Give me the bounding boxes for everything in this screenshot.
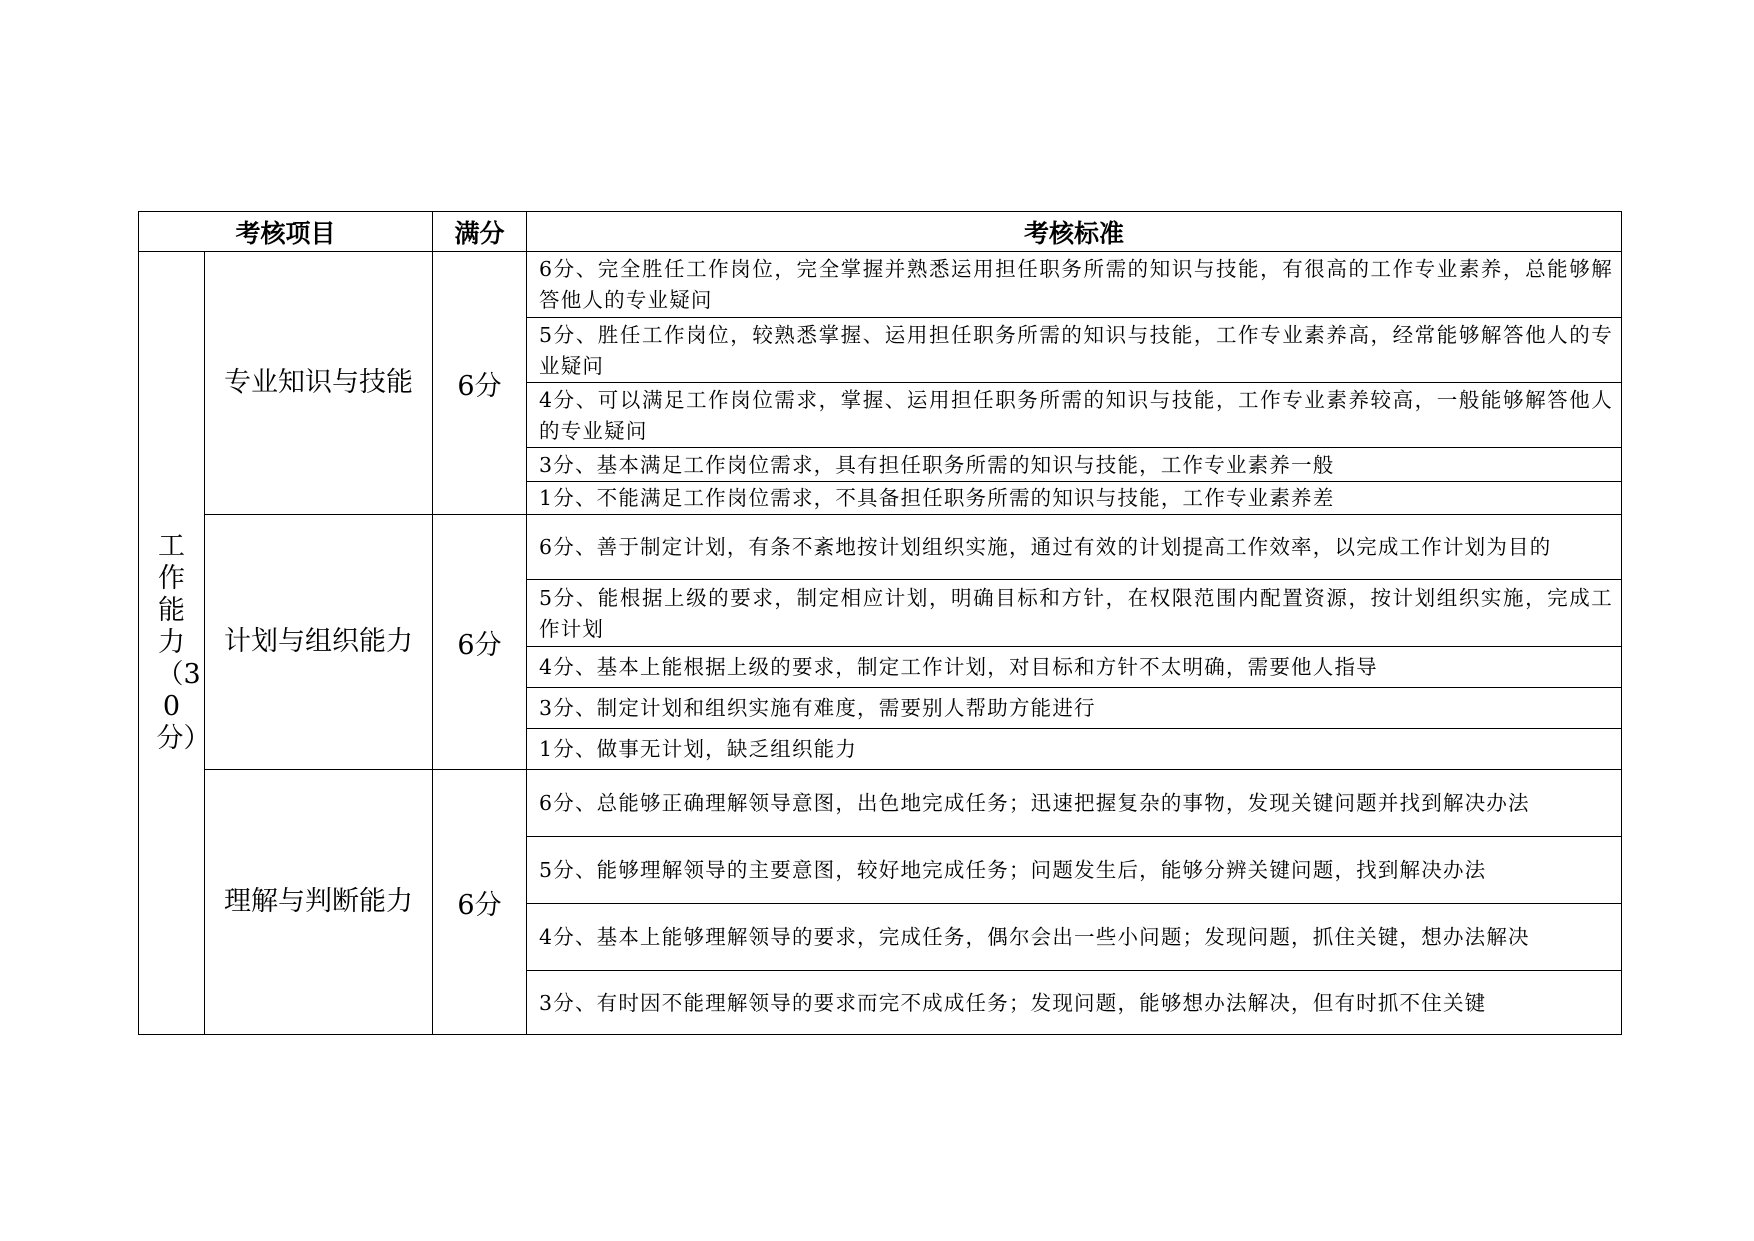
criteria-text: 4分、基本上能根据上级的要求，制定工作计划，对目标和方针不太明确，需要他人指导 <box>527 647 1622 688</box>
table-row <box>139 770 1622 837</box>
criteria-text: 3分、基本满足工作岗位需求，具有担任职务所需的知识与技能，工作专业素养一般 <box>527 448 1622 482</box>
criteria-text: 5分、能根据上级的要求，制定相应计划，明确目标和方针，在权限范围内配置资源，按计划组织实施，完成工作计划 <box>527 580 1622 647</box>
criteria-text: 6分、完全胜任工作岗位，完全掌握并熟悉运用担任职务所需的知识与技能，有很高的工作专业素养，总能够解答他人的专业疑问 <box>527 252 1622 318</box>
criteria-text: 4分、可以满足工作岗位需求，掌握、运用担任职务所需的知识与技能，工作专业素养较高，一般能够解答他人的专业疑问 <box>527 383 1622 448</box>
item-score: 6分 <box>433 515 527 770</box>
criteria-text: 6分、总能够正确理解领导意图，出色地完成任务；迅速把握复杂的事物，发现关键问题并找到解决办法 <box>527 770 1622 837</box>
item-score: 6分 <box>433 770 527 1035</box>
criteria-text: 5分、能够理解领导的主要意图，较好地完成任务；问题发生后，能够分辨关键问题，找到解决办法 <box>527 837 1622 904</box>
header-score: 满分 <box>433 212 527 252</box>
criteria-text: 5分、胜任工作岗位，较熟悉掌握、运用担任职务所需的知识与技能，工作专业素养高，经常能够解答他人的专业疑问 <box>527 318 1622 383</box>
criteria-text: 1分、做事无计划，缺乏组织能力 <box>527 729 1622 770</box>
criteria-text: 3分、有时因不能理解领导的要求而完不成成任务；发现问题，能够想办法解决，但有时抓不住关键 <box>527 971 1622 1035</box>
criteria-text: 4分、基本上能够理解领导的要求，完成任务，偶尔会出一些小问题；发现问题，抓住关键，想办法解决 <box>527 904 1622 971</box>
table-row <box>139 252 1622 318</box>
evaluation-sheet <box>138 211 1621 1035</box>
criteria-text: 6分、善于制定计划，有条不紊地按计划组织实施，通过有效的计划提高工作效率，以完成工作计划为目的 <box>527 515 1622 580</box>
criteria-text: 3分、制定计划和组织实施有难度，需要别人帮助方能进行 <box>527 688 1622 729</box>
header-criteria: 考核标准 <box>527 212 1622 252</box>
evaluation-table <box>138 211 1622 1035</box>
category-cell <box>139 252 211 1035</box>
header-item: 考核项目 <box>139 212 433 252</box>
category-label: 工作能力（30分） <box>156 531 211 754</box>
header-row <box>139 212 1622 252</box>
table-row <box>139 515 1622 580</box>
item-name: 理解与判断能力 <box>205 770 433 1035</box>
item-score: 6分 <box>433 252 527 515</box>
item-name: 专业知识与技能 <box>205 252 433 515</box>
criteria-text: 1分、不能满足工作岗位需求，不具备担任职务所需的知识与技能，工作专业素养差 <box>527 482 1622 515</box>
item-name: 计划与组织能力 <box>205 515 433 770</box>
